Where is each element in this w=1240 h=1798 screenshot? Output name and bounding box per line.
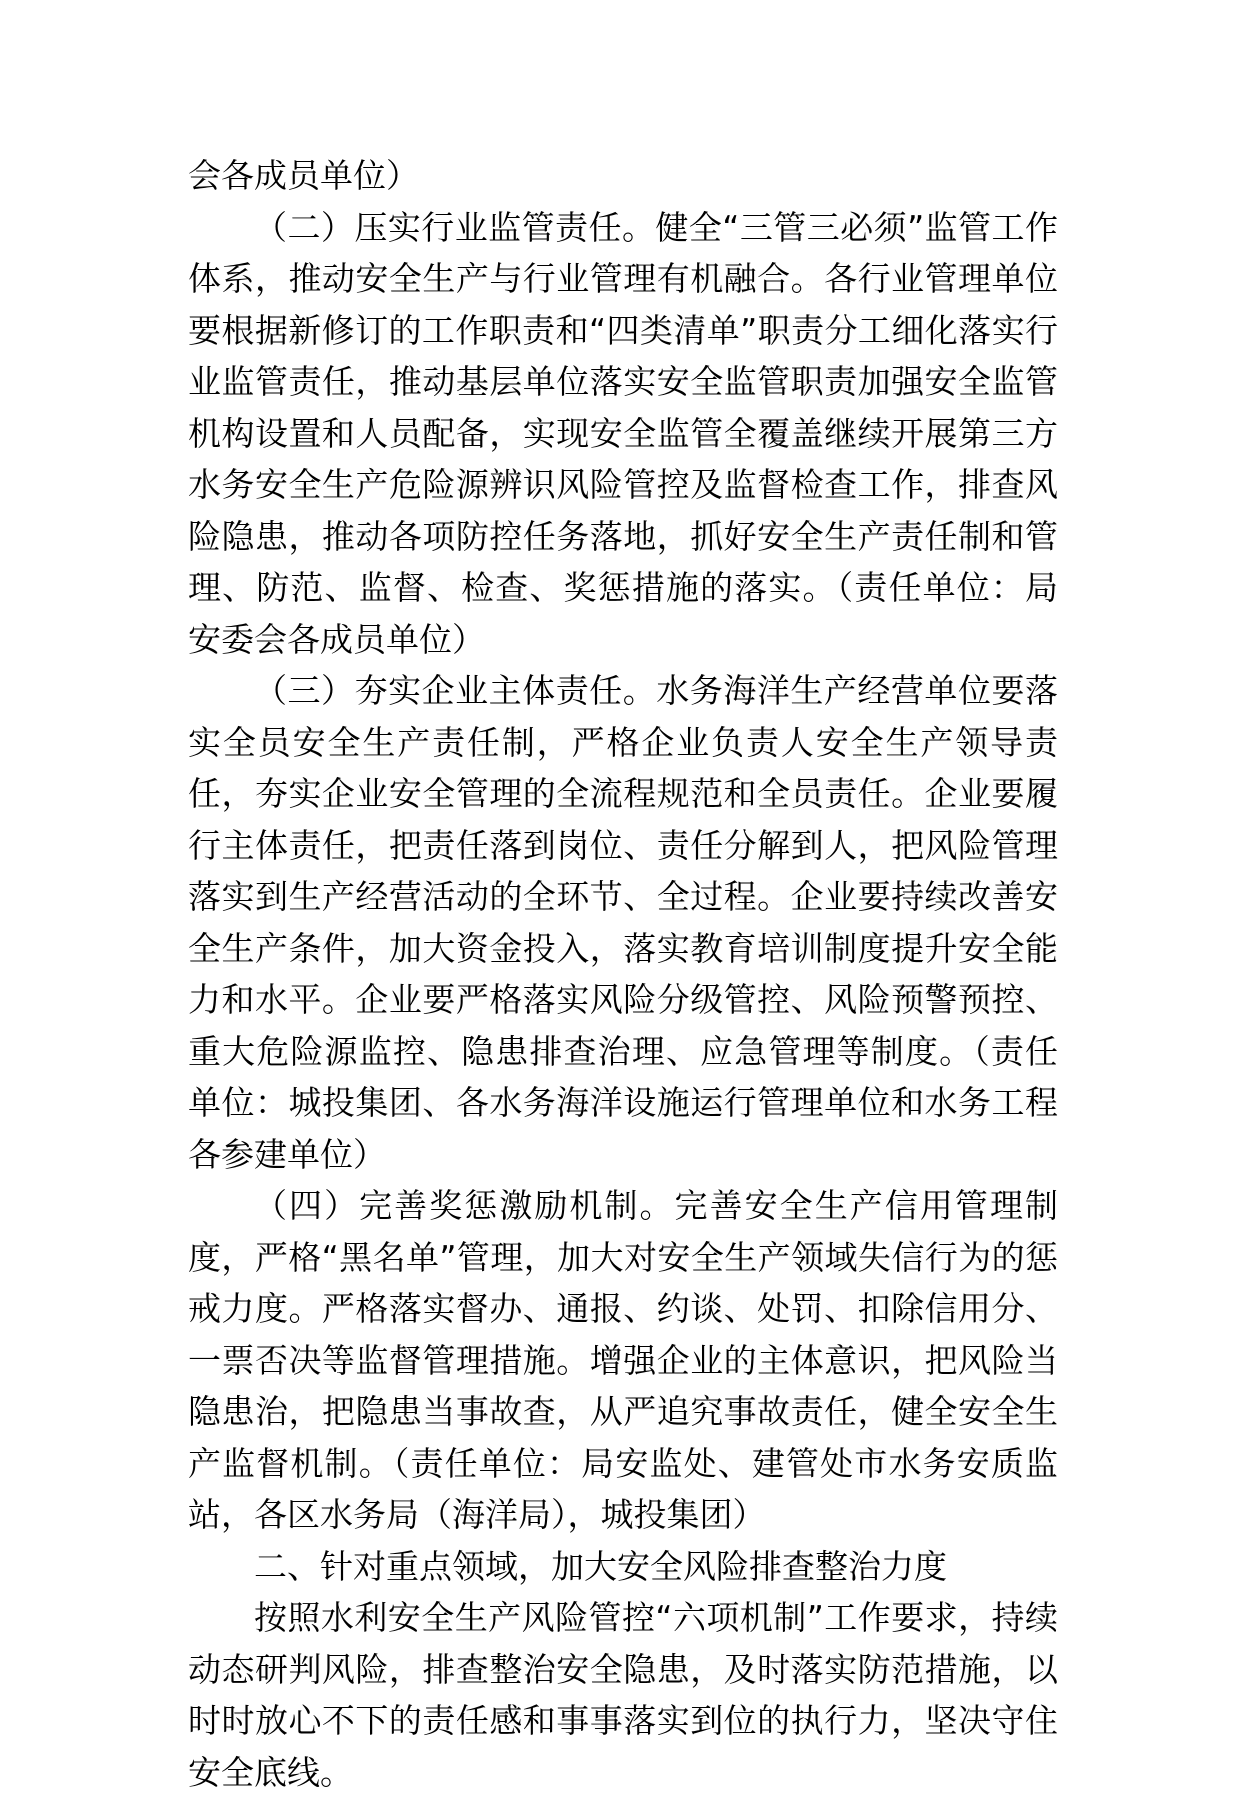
paragraph-continuation: 会各成员单位）: [188, 156, 419, 195]
document-body: [188, 150, 1058, 1798]
section-heading: 二、针对重点领域，加大安全风险排查整治力度: [254, 1546, 947, 1586]
paragraph-industry-supervision: （二）压实行业监管责任。健全“三管三必须”监管工作体系，推动安全生产与行业管理有机融合。各行业管理单位要根据新修订的工作职责和“四类清单”职责分工细化落实行业监管责任，推动基层单位落实安全监管职责加强安全监管机构设置和人员配备，实现安全监管全覆盖继续开展第三方水务安全生产危险源辨识风险管控及监督检查工作，排查风险隐患，推动各项防控任务落地，抓好安全生产责任制和管理、防范、监督、检查、奖惩措施的落实。（责任单位：局安委会各成员单位）: [188, 207, 1058, 659]
paragraph-reward-punishment: （四）完善奖惩激励机制。完善安全生产信用管理制度，严格“黑名单”管理，加大对安全生产领域失信行为的惩戒力度。严格落实督办、通报、约谈、处罚、扣除信用分、一票否决等监督管理措施。增强企业的主体意识，把风险当隐患治，把隐患当事故查，从严追究事故责任，健全安全生产监督机制。（责任单位：局安监处、建管处市水务安质监站，各区水务局（海洋局），城投集团）: [188, 1186, 1058, 1534]
paragraph-enterprise-responsibility: （三）夯实企业主体责任。水务海洋生产经营单位要落实全员安全生产责任制，严格企业负责人安全生产领导责任，夯实企业安全管理的全流程规范和全员责任。企业要履行主体责任，把责任落到岗位、责任分解到人，把风险管理落实到生产经营活动的全环节、全过程。企业要持续改善安全生产条件，加大资金投入，落实教育培训制度提升安全能力和水平。企业要严格落实风险分级管控、风险预警预控、重大危险源监控、隐患排查治理、应急管理等制度。（责任单位：城投集团、各水务海洋设施运行管理单位和水务工程各参建单位）: [188, 671, 1058, 1174]
paragraph-six-mechanisms: 按照水利安全生产风险管控“六项机制”工作要求，持续动态研判风险，排查整治安全隐患，及时落实防范措施，以时时放心不下的责任感和事事落实到位的执行力，坚决守住安全底线。: [188, 1598, 1058, 1792]
